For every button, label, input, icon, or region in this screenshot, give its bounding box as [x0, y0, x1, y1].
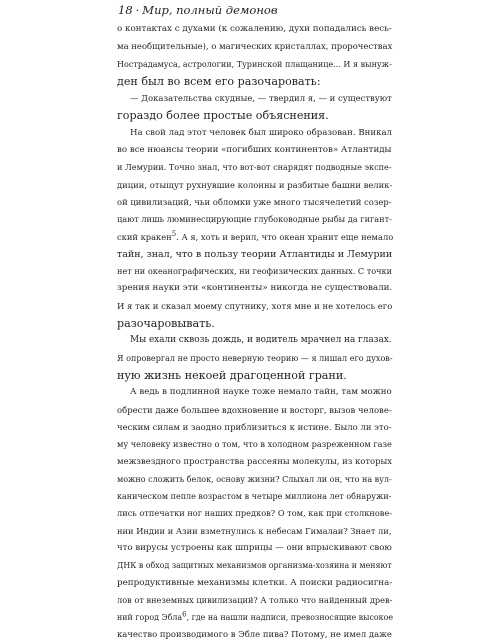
text-line-content: цают лишь люминесцирующие глубоководные рыбы да гигант- — [117, 214, 392, 225]
text-line — [117, 263, 392, 280]
text-line — [117, 350, 392, 367]
text-line-content: ский кракен — [117, 231, 172, 242]
text-line-content: межзвездного пространства рассеяны молекулы, из которых — [117, 456, 393, 467]
text-line-content: А ведь в подлинной науке тоже немало тайн, там можно — [130, 387, 392, 398]
text-line-content: ма необщительные), о магических кристаллах, пророчествах — [117, 41, 393, 52]
text-line — [117, 609, 392, 626]
text-line-content: ческим силам и заодно приблизиться к истине. Было ли это- — [117, 421, 392, 432]
text-line — [117, 107, 392, 124]
text-line-content: диции, отыщут рухнувшие колонны и разбитые башни велик- — [117, 179, 393, 190]
text-line — [117, 73, 392, 90]
text-line — [117, 436, 392, 453]
text-line-content: тайн, знал, что в пользу теории Атлантиды и Лемурии — [117, 248, 393, 260]
text-line-content: и Лемурии. Точно знал, что вот-вот снарядят подводные экспе- — [117, 162, 392, 173]
text-line-content: нии Индии и Азии взметнулись к небесам Гималаи? Знает ли, — [117, 525, 392, 536]
text-line-continuation: , где на нашли надписи, превозносящие высокое — [186, 613, 394, 623]
text-line — [117, 384, 392, 401]
text-line — [117, 367, 392, 384]
text-line — [117, 298, 392, 315]
text-line-content: репродуктивные механизмы клетки. А поиски радиосигна- — [117, 577, 393, 588]
text-line-content: Я опровергал не просто неверную теорию — я лишал его духов- — [117, 352, 393, 363]
text-line-content: му человеку известно о том, что в холодном разреженном газе — [117, 439, 392, 450]
text-line — [117, 402, 392, 419]
text-line — [117, 419, 392, 436]
text-line-content: лов от внеземных цивилизаций? А только что найденный древ- — [117, 594, 393, 605]
text-line — [117, 575, 392, 592]
text-line-content: гораздо более простые объяснения. — [117, 109, 329, 123]
text-line — [117, 142, 392, 159]
text-line-content: о контактах с духами (к сожалению, духи попадались весь- — [117, 24, 392, 34]
text-line — [117, 125, 392, 142]
running-head — [118, 3, 278, 17]
text-line-content: во все нюансы теории «погибших континентов» Атлантиды — [117, 145, 392, 156]
text-line — [117, 488, 392, 505]
footnote-marker: 5 — [171, 229, 177, 238]
text-line — [117, 90, 392, 107]
text-line-content: — Доказательства скудные, — твердил я, — и существуют — [130, 93, 392, 104]
text-line-continuation: . А я, хоть и верил, что океан хранит еще немало — [176, 231, 394, 242]
running-head-separator: · — [135, 3, 140, 17]
text-line — [117, 626, 392, 643]
text-line — [117, 592, 392, 609]
text-line — [117, 505, 392, 522]
text-line — [117, 246, 392, 263]
text-line-content: Нострадамуса, астрологии, Туринской плащанице... И я вынуж- — [117, 59, 392, 69]
text-line — [117, 280, 392, 297]
text-line — [117, 38, 392, 55]
text-line — [117, 177, 392, 194]
text-line — [117, 315, 392, 332]
text-line — [117, 159, 392, 176]
page-number: 18 — [118, 3, 133, 17]
body-text — [117, 21, 392, 644]
text-line-content: ний город Эбла — [117, 613, 183, 623]
text-line-content: ДНК в обход защитных механизмов организма-хозяина и меняют — [117, 561, 392, 571]
text-line-content: ден был во всем его разочаровать: — [117, 74, 321, 88]
text-line-content: что вирусы устроены как шприцы — они впрыскивают свою — [117, 542, 392, 553]
text-line — [117, 471, 392, 488]
book-title: Мир, полный демонов — [142, 3, 278, 17]
text-line-content: зрения науки эти «континенты» никогда не существовали. — [117, 283, 393, 294]
text-line — [117, 56, 392, 73]
text-line — [117, 557, 392, 574]
footnote-marker: 6 — [182, 610, 187, 619]
text-line-content: обрести даже большее вдохновение и восторг, вызов челове- — [117, 404, 392, 415]
text-line-content: нет ни океанографических, ни геофизических данных. С точки — [117, 266, 393, 277]
text-line-content: Мы ехали сквозь дождь, и водитель мрачнел на глазах. — [130, 335, 392, 346]
text-line — [117, 211, 392, 228]
text-line-content: каническом пепле возрастом в четыре миллиона лет обнаружи- — [117, 492, 392, 502]
text-line — [117, 523, 392, 540]
text-line-content: качество производимого в Эбле пива? Потому, не имел даже — [117, 629, 392, 640]
text-line — [117, 540, 392, 557]
text-line-content: лись отпечатки ног наших предков? О том, как при столкнове- — [117, 508, 393, 519]
text-line-content: ную жизнь некоей драгоценной грани. — [117, 368, 347, 382]
text-line — [117, 332, 392, 349]
text-line-content: И я так и сказал моему спутнику, хотя мне и не хотелось его — [117, 300, 393, 311]
text-line — [117, 453, 392, 470]
text-line-content: На свой лад этот человек был широко образован. Вникал — [130, 127, 393, 138]
text-line — [117, 229, 392, 246]
text-line-content: ой цивилизаций, чьи обломки уже много тысячелетий созер- — [117, 196, 392, 207]
text-line-content: можно сложить белок, основу жизни? Слыхал ли он, что на вул- — [117, 474, 392, 484]
text-line — [117, 21, 392, 38]
text-line-content: разочаровывать. — [117, 317, 215, 331]
text-line — [117, 194, 392, 211]
